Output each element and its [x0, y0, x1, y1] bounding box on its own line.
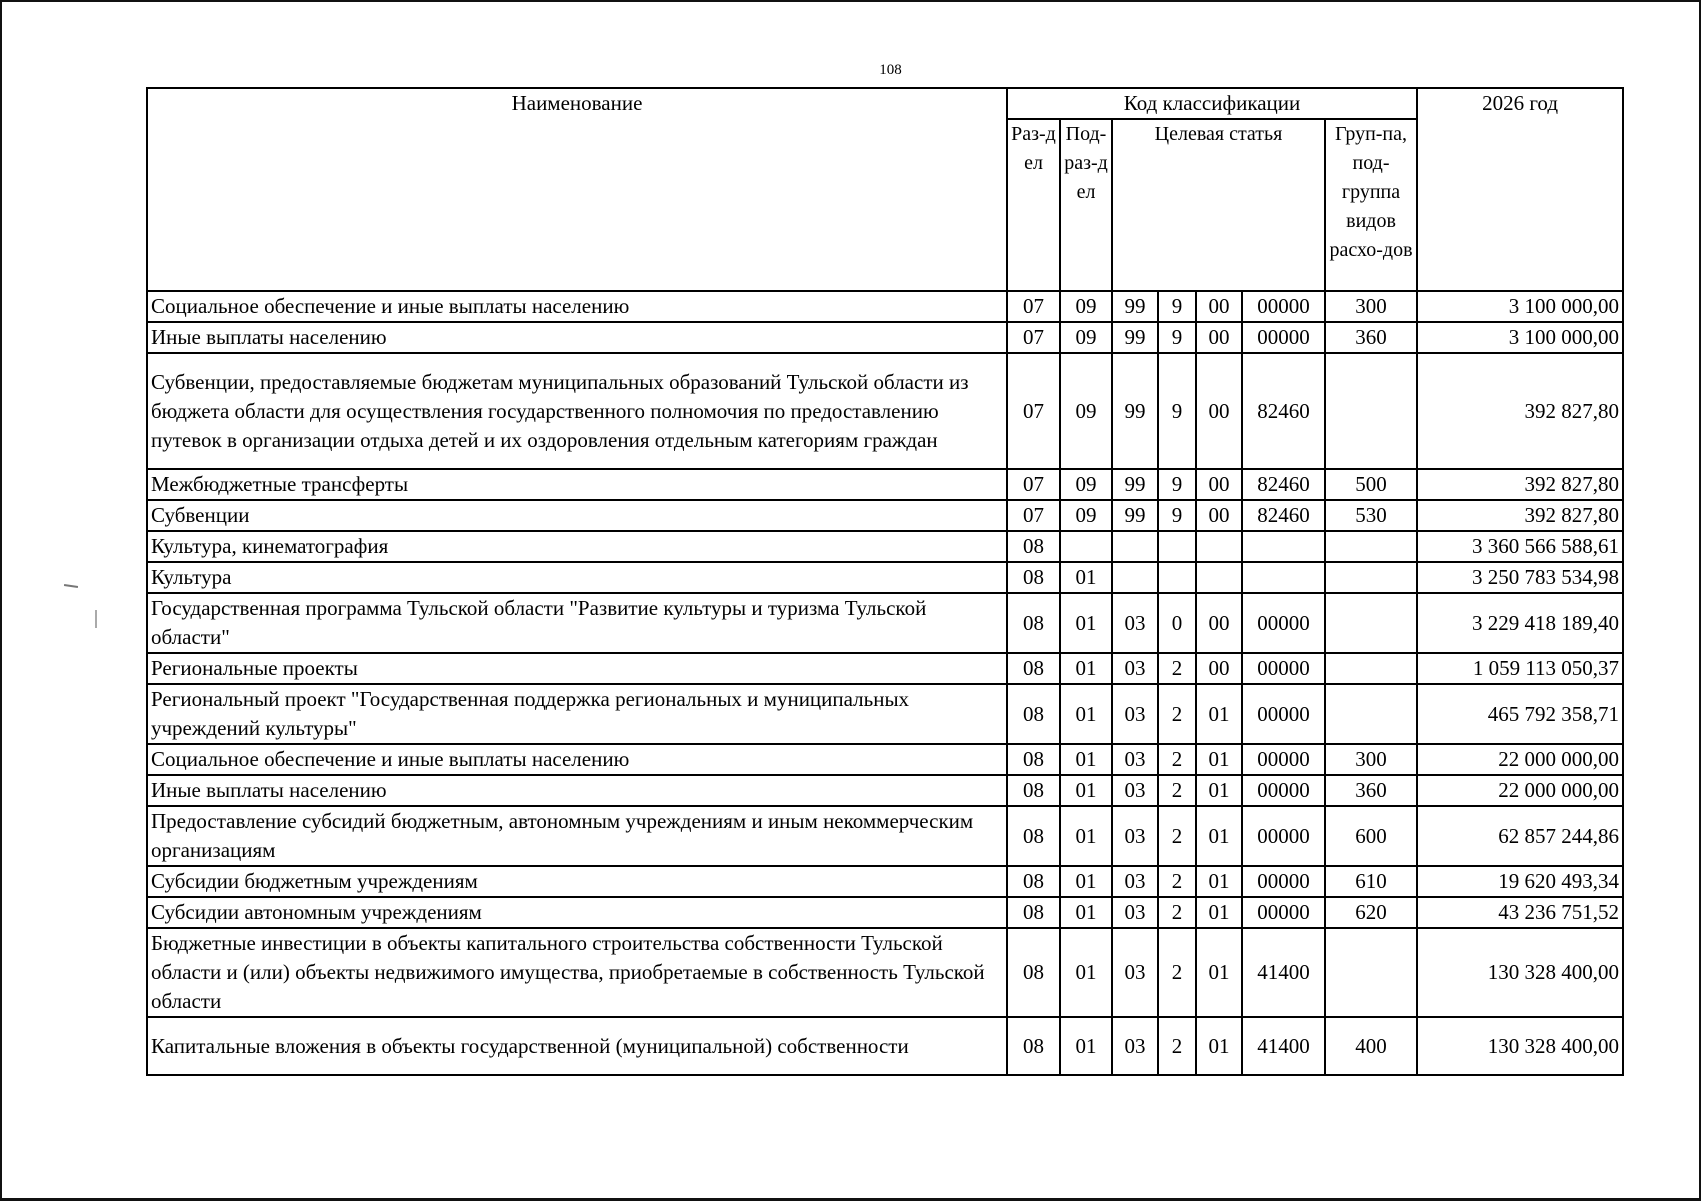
table-row [147, 897, 1623, 928]
row-target-subprogram: 0 [1158, 593, 1196, 653]
row-subsection: 09 [1060, 322, 1112, 353]
header-section: Раз-дел [1007, 119, 1060, 291]
table-row [147, 1017, 1623, 1075]
row-expense-group: 620 [1325, 897, 1417, 928]
row-target-direction: 00000 [1242, 866, 1325, 897]
header-name: Наименование [147, 88, 1007, 291]
row-target-direction [1242, 531, 1325, 562]
row-target-element: 00 [1196, 322, 1242, 353]
row-target-element: 00 [1196, 469, 1242, 500]
row-amount: 392 827,80 [1417, 469, 1623, 500]
row-amount: 3 360 566 588,61 [1417, 531, 1623, 562]
row-section: 07 [1007, 353, 1060, 469]
row-target-program: 99 [1112, 500, 1158, 531]
table-row [147, 653, 1623, 684]
row-section: 07 [1007, 291, 1060, 322]
header-year: 2026 год [1417, 88, 1623, 291]
table-row [147, 353, 1623, 469]
row-target-program: 03 [1112, 684, 1158, 744]
row-target-direction: 00000 [1242, 684, 1325, 744]
row-subsection: 01 [1060, 653, 1112, 684]
row-amount: 130 328 400,00 [1417, 1017, 1623, 1075]
row-target-element: 01 [1196, 684, 1242, 744]
row-expense-group: 300 [1325, 744, 1417, 775]
row-target-element: 00 [1196, 500, 1242, 531]
row-section: 08 [1007, 897, 1060, 928]
row-target-subprogram: 9 [1158, 500, 1196, 531]
row-amount: 130 328 400,00 [1417, 928, 1623, 1017]
row-name: Региональный проект "Государственная поддержка региональных и муниципальных учреждений культуры" [147, 684, 1007, 744]
row-target-program: 03 [1112, 1017, 1158, 1075]
row-target-element: 00 [1196, 353, 1242, 469]
table-row [147, 806, 1623, 866]
row-target-element [1196, 562, 1242, 593]
row-target-direction: 00000 [1242, 653, 1325, 684]
row-amount: 22 000 000,00 [1417, 775, 1623, 806]
row-target-element: 01 [1196, 1017, 1242, 1075]
row-target-direction: 00000 [1242, 744, 1325, 775]
row-expense-group: 300 [1325, 291, 1417, 322]
row-amount: 19 620 493,34 [1417, 866, 1623, 897]
row-section: 08 [1007, 593, 1060, 653]
row-target-subprogram: 2 [1158, 744, 1196, 775]
row-amount: 1 059 113 050,37 [1417, 653, 1623, 684]
row-subsection: 01 [1060, 928, 1112, 1017]
table-row [147, 291, 1623, 322]
table-row [147, 531, 1623, 562]
row-target-subprogram: 2 [1158, 653, 1196, 684]
table-row [147, 684, 1623, 744]
header-target-article: Целевая статья [1112, 119, 1325, 291]
row-section: 08 [1007, 806, 1060, 866]
row-target-subprogram: 2 [1158, 806, 1196, 866]
row-name: Субсидии автономным учреждениям [147, 897, 1007, 928]
table-row [147, 775, 1623, 806]
row-name: Бюджетные инвестиции в объекты капитального строительства собственности Тульской области и (или) объекты недвижимого имущества, приобретаемые в собственность Тульской области [147, 928, 1007, 1017]
row-name: Капитальные вложения в объекты государственной (муниципальной) собственности [147, 1017, 1007, 1075]
row-name: Культура [147, 562, 1007, 593]
row-target-direction: 00000 [1242, 322, 1325, 353]
row-subsection: 01 [1060, 593, 1112, 653]
row-section: 07 [1007, 322, 1060, 353]
row-target-element [1196, 531, 1242, 562]
table-row [147, 744, 1623, 775]
row-target-subprogram: 9 [1158, 322, 1196, 353]
row-expense-group [1325, 684, 1417, 744]
row-amount: 392 827,80 [1417, 500, 1623, 531]
row-section: 08 [1007, 562, 1060, 593]
row-target-program [1112, 531, 1158, 562]
budget-table [146, 87, 1624, 1076]
row-amount: 3 250 783 534,98 [1417, 562, 1623, 593]
row-target-element: 00 [1196, 593, 1242, 653]
row-target-program: 99 [1112, 353, 1158, 469]
row-subsection: 01 [1060, 806, 1112, 866]
row-target-direction: 82460 [1242, 469, 1325, 500]
row-section: 08 [1007, 775, 1060, 806]
row-name: Иные выплаты населению [147, 775, 1007, 806]
row-target-direction: 00000 [1242, 593, 1325, 653]
row-target-direction: 41400 [1242, 928, 1325, 1017]
row-expense-group: 530 [1325, 500, 1417, 531]
row-subsection: 01 [1060, 897, 1112, 928]
row-target-subprogram: 2 [1158, 1017, 1196, 1075]
row-target-element: 01 [1196, 866, 1242, 897]
row-expense-group [1325, 593, 1417, 653]
row-section: 08 [1007, 531, 1060, 562]
row-target-element: 00 [1196, 653, 1242, 684]
row-target-program: 03 [1112, 866, 1158, 897]
row-target-element: 00 [1196, 291, 1242, 322]
row-target-subprogram: 9 [1158, 353, 1196, 469]
row-expense-group [1325, 653, 1417, 684]
row-target-direction: 82460 [1242, 353, 1325, 469]
row-subsection: 01 [1060, 684, 1112, 744]
row-target-subprogram: 2 [1158, 866, 1196, 897]
row-subsection: 09 [1060, 469, 1112, 500]
row-section: 08 [1007, 744, 1060, 775]
row-target-direction: 00000 [1242, 775, 1325, 806]
row-section: 08 [1007, 866, 1060, 897]
row-subsection: 01 [1060, 866, 1112, 897]
row-expense-group: 360 [1325, 322, 1417, 353]
row-name: Социальное обеспечение и иные выплаты населению [147, 744, 1007, 775]
row-name: Предоставление субсидий бюджетным, автономным учреждениям и иным некоммерческим организациям [147, 806, 1007, 866]
row-amount: 3 100 000,00 [1417, 322, 1623, 353]
row-subsection: 01 [1060, 562, 1112, 593]
table-row [147, 322, 1623, 353]
row-target-element: 01 [1196, 806, 1242, 866]
row-amount: 3 229 418 189,40 [1417, 593, 1623, 653]
row-target-subprogram: 2 [1158, 928, 1196, 1017]
row-expense-group [1325, 928, 1417, 1017]
row-target-subprogram: 2 [1158, 684, 1196, 744]
row-subsection: 01 [1060, 1017, 1112, 1075]
row-name: Региональные проекты [147, 653, 1007, 684]
row-section: 08 [1007, 684, 1060, 744]
table-row [147, 928, 1623, 1017]
row-name: Субсидии бюджетным учреждениям [147, 866, 1007, 897]
row-target-program: 99 [1112, 469, 1158, 500]
row-target-subprogram [1158, 531, 1196, 562]
row-amount: 3 100 000,00 [1417, 291, 1623, 322]
table-body [147, 291, 1623, 1075]
row-section: 08 [1007, 653, 1060, 684]
row-amount: 22 000 000,00 [1417, 744, 1623, 775]
row-target-element: 01 [1196, 897, 1242, 928]
row-expense-group: 400 [1325, 1017, 1417, 1075]
table-row [147, 469, 1623, 500]
row-name: Субвенции, предоставляемые бюджетам муниципальных образований Тульской области из бюджета области для осуществления государственного полномочия по предоставлению путевок в организации отдыха детей и их оздоровления отдельным категориям граждан [147, 353, 1007, 469]
row-name: Межбюджетные трансферты [147, 469, 1007, 500]
table-row [147, 866, 1623, 897]
row-target-program: 03 [1112, 653, 1158, 684]
row-expense-group: 360 [1325, 775, 1417, 806]
row-amount: 43 236 751,52 [1417, 897, 1623, 928]
header-classification-code: Код классификации [1007, 88, 1417, 119]
table-row [147, 500, 1623, 531]
row-name: Культура, кинематография [147, 531, 1007, 562]
row-target-program [1112, 562, 1158, 593]
row-target-direction: 00000 [1242, 897, 1325, 928]
row-target-element: 01 [1196, 775, 1242, 806]
row-target-direction: 00000 [1242, 291, 1325, 322]
row-amount: 392 827,80 [1417, 353, 1623, 469]
header-subsection: Под-раз-дел [1060, 119, 1112, 291]
row-amount: 465 792 358,71 [1417, 684, 1623, 744]
row-target-element: 01 [1196, 744, 1242, 775]
row-target-program: 99 [1112, 291, 1158, 322]
row-target-program: 03 [1112, 806, 1158, 866]
row-subsection: 09 [1060, 500, 1112, 531]
table-row [147, 562, 1623, 593]
row-expense-group [1325, 353, 1417, 469]
row-target-subprogram: 9 [1158, 291, 1196, 322]
row-subsection: 01 [1060, 744, 1112, 775]
row-target-direction: 82460 [1242, 500, 1325, 531]
row-section: 08 [1007, 1017, 1060, 1075]
row-subsection [1060, 531, 1112, 562]
page-number: 108 [879, 62, 902, 78]
row-target-program: 99 [1112, 322, 1158, 353]
row-target-program: 03 [1112, 593, 1158, 653]
row-target-subprogram: 2 [1158, 775, 1196, 806]
row-target-program: 03 [1112, 897, 1158, 928]
row-target-program: 03 [1112, 744, 1158, 775]
row-target-subprogram [1158, 562, 1196, 593]
row-target-subprogram: 9 [1158, 469, 1196, 500]
scan-mark-2 [95, 610, 97, 628]
row-section: 07 [1007, 469, 1060, 500]
table-row [147, 593, 1623, 653]
row-section: 08 [1007, 928, 1060, 1017]
row-target-direction: 41400 [1242, 1017, 1325, 1075]
row-name: Социальное обеспечение и иные выплаты населению [147, 291, 1007, 322]
row-expense-group [1325, 531, 1417, 562]
row-expense-group: 500 [1325, 469, 1417, 500]
row-target-program: 03 [1112, 775, 1158, 806]
row-subsection: 09 [1060, 291, 1112, 322]
row-target-direction: 00000 [1242, 806, 1325, 866]
row-expense-group [1325, 562, 1417, 593]
row-section: 07 [1007, 500, 1060, 531]
row-target-direction [1242, 562, 1325, 593]
header-expense-group: Груп-па, под-группа видов расхо-дов [1325, 119, 1417, 291]
row-name: Государственная программа Тульской области "Развитие культуры и туризма Тульской области" [147, 593, 1007, 653]
row-subsection: 09 [1060, 353, 1112, 469]
row-subsection: 01 [1060, 775, 1112, 806]
row-expense-group: 610 [1325, 866, 1417, 897]
row-target-program: 03 [1112, 928, 1158, 1017]
row-target-element: 01 [1196, 928, 1242, 1017]
row-target-subprogram: 2 [1158, 897, 1196, 928]
row-expense-group: 600 [1325, 806, 1417, 866]
row-amount: 62 857 244,86 [1417, 806, 1623, 866]
row-name: Иные выплаты населению [147, 322, 1007, 353]
row-name: Субвенции [147, 500, 1007, 531]
